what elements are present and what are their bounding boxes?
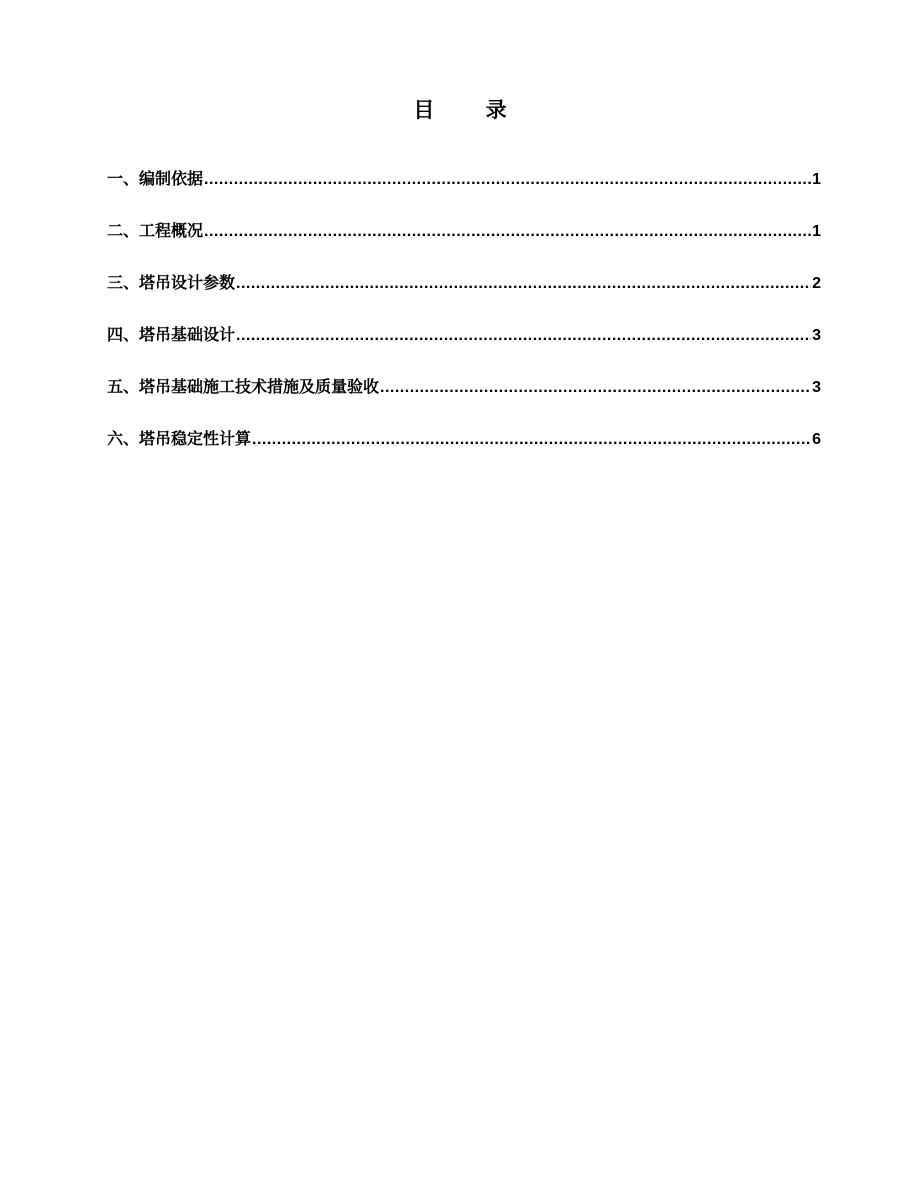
toc-entry-label: 四、塔吊基础设计	[107, 327, 236, 344]
toc-entry-label: 三、塔吊设计参数	[107, 275, 236, 292]
toc-dot-leader	[204, 168, 811, 192]
toc-dot-leader	[236, 324, 811, 348]
toc-entry-page-number: 3	[812, 379, 821, 396]
toc-entry-page-number: 1	[812, 171, 821, 188]
toc-entry[interactable]	[107, 376, 821, 428]
toc-entry-page-number: 6	[812, 431, 821, 448]
toc-dot-leader	[204, 220, 811, 244]
toc-list	[107, 168, 821, 480]
toc-entry[interactable]	[107, 324, 821, 376]
toc-entry-page-number: 2	[812, 275, 821, 292]
toc-entry-page-number: 3	[812, 327, 821, 344]
toc-dot-leader	[380, 376, 811, 400]
toc-entry-page-number: 1	[812, 223, 821, 240]
toc-title: 目 录	[413, 97, 529, 122]
toc-entry-label: 二、工程概况	[107, 223, 204, 240]
toc-entry-label: 五、塔吊基础施工技术措施及质量验收	[107, 379, 380, 396]
toc-entry[interactable]	[107, 168, 821, 220]
toc-entry-label: 六、塔吊稳定性计算	[107, 431, 252, 448]
toc-entry-label: 一、编制依据	[107, 171, 204, 188]
toc-entry[interactable]	[107, 220, 821, 272]
toc-entry[interactable]	[107, 272, 821, 324]
toc-dot-leader	[236, 272, 811, 296]
toc-entry[interactable]	[107, 428, 821, 480]
toc-dot-leader	[252, 428, 811, 452]
